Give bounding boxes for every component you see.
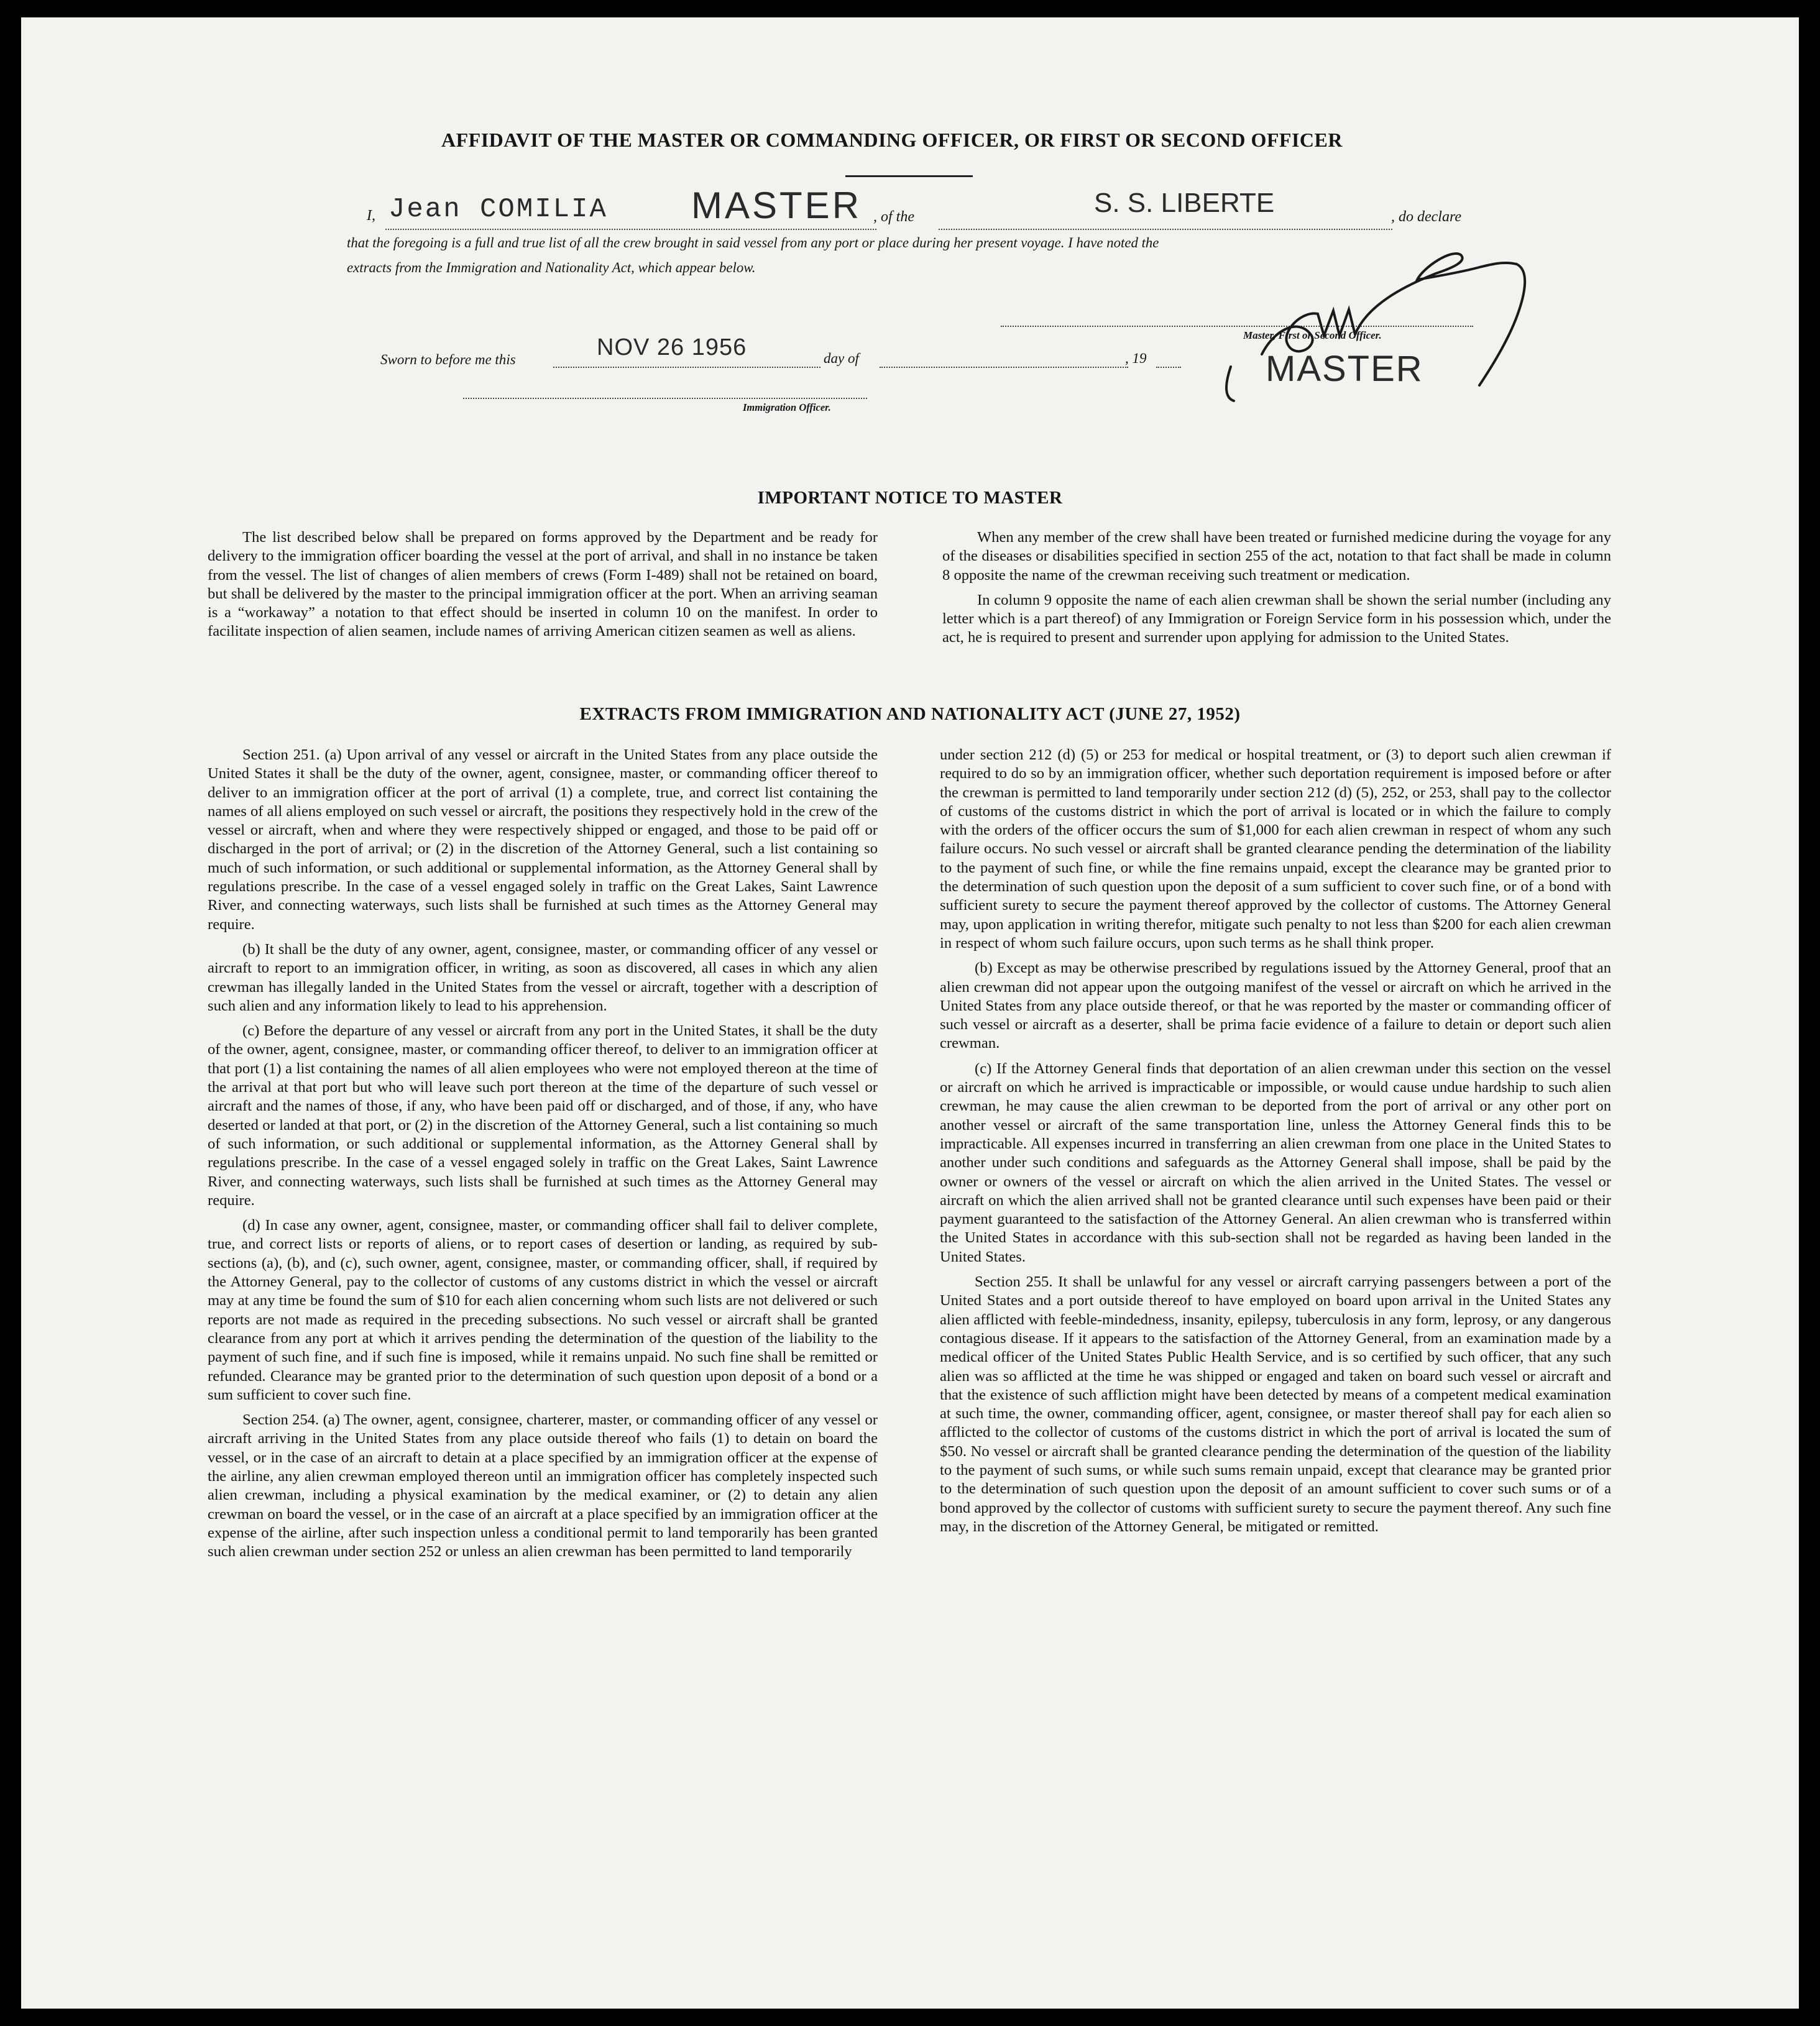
act-paragraph: (b) It shall be the duty of any owner, agent, consignee, master, or commanding officer of any vessel or aircraft to report to an immigration officer, in writing, as soon as discovered, all cases in which any alien crewman has illegally landed in the United States from the vessel or aircraft, together with a description of such alien and any information likely to lead to his apprehension. [208,940,878,1014]
signature-stamp: MASTER [1266,349,1423,389]
declaration-line-2: extracts from the Immigration and Nationality Act, which appear below. [347,260,756,275]
act-paragraph: Section 254. (a) The owner, agent, consignee, charterer, master, or commanding officer of any vessel or aircraft arriving in the United States from any place outside thereof who fails (1) to detain on board the vessel, or in the case of an aircraft to detain at a place specified by an immigration officer at the expense of the airline, any alien crewman employed thereon until an immigration officer has completely inspected such alien crewman, including a physical examination by the medical examiner, or (2) to detain any alien crewman on board the vessel, or in the case of an aircraft at a place specified by an immigration officer at the expense of the airline, after such inspection unless a conditional permit to land temporarily has been granted such alien crewman under section 252 or unless an alien crewman has been permitted to land temporarily [208,1411,878,1561]
notice-paragraph: In column 9 opposite the name of each alien crewman shall be shown the serial number (including any letter which is a part thereof) of any Immigration or Foreign Service form in his possession which, under the act, he is required to present and surrender upon applying for admission to the United States. [942,591,1611,646]
extracts-left-column [208,746,878,1567]
sworn-label: Sworn to before me this [380,352,516,367]
do-declare-label: , do declare [1391,209,1462,225]
act-paragraph: (d) In case any owner, agent, consignee, master, or commanding officer shall fail to deliver complete, true, and correct lists or reports of aliens, or to report cases of desertion or landing, as required by sub-sections (a), (b), and (c), such owner, agent, consignee, master, or commanding officer, shall, if required by the Attorney General, pay to the collector of customs of any customs district in which the vessel or aircraft may at any time be found the sum of $10 for each alien concerning whom such lists are not delivered or such reports are not made as required in the preceding subsections. No such vessel or aircraft shall be granted clearance from any port at which it arrives pending the determination of the question of the liability to the payment of such fine, and if such fine is imposed, while it remains unpaid. No such fine shall be remitted or refunded. Clearance may be granted prior to the determination of such question upon deposit of a bond or a sum sufficient to cover such fine. [208,1217,878,1403]
immigration-officer-line [463,398,867,399]
sworn-date-line [553,367,820,368]
vessel-name: S. S. LIBERTE [1094,188,1275,218]
act-paragraph: (c) If the Attorney General finds that deportation of an alien crewman under this section on the vessel or aircraft on which he arrived is impracticable or impossible, or would cause undue hardship to such alien crewman, he may cause the alien crewman to be deported from the port of arrival or any other port on another vessel or aircraft of the same transportation line, unless the Attorney General finds this to be impracticable. All expenses incurred in transferring an alien crewman from one place in the United States to another under such conditions and safeguards as the Attorney General shall impose, shall be paid by the owner or owners of the vessel or aircraft on which the alien arrived in the United States. The vessel or aircraft on which the alien arrived shall not be granted clearance until such expenses have been paid or their payment guaranteed to the satisfaction of the Attorney General. An alien crewman who is transferred within the United States in accordance with this sub-section shall not be regarded as having been landed in the United States. [940,1060,1611,1265]
officer-rank: MASTER [691,185,862,226]
act-paragraph: (b) Except as may be otherwise prescribed by regulations issued by the Attorney General, proof that an alien crewman did not appear upon the outgoing manifest of the vessel or aircraft on which he arrived in the United States from any place outside thereof, or that he was reported by the master or commanding officer of such vessel or aircraft as a deserter, shall be prima facie evidence of a failure to detain or deport such alien crewman. [940,960,1611,1052]
immigration-officer-caption: Immigration Officer. [743,401,831,413]
vessel-line [939,229,1392,230]
year-prefix: , 19 [1125,351,1147,366]
notice-paragraph: When any member of the crew shall have been treated or furnished medicine during the voyage for any of the diseases or disabilities specified in section 255 of the act, notation to that fact shall be made in column 8 opposite the name of the crewman receiving such treatment or medication. [942,529,1611,584]
notice-title: IMPORTANT NOTICE TO MASTER [757,488,1063,508]
declaration-line-1: that the foregoing is a full and true list of all the crew brought in said vessel from any port or place during her present voyage. I have noted the [347,235,1159,250]
extracts-right-column [940,746,1611,1542]
act-paragraph: Section 255. It shall be unlawful for any vessel or aircraft carrying passengers between a port of the United States and a port outside thereof to have employed on board upon arrival in the United States any alien afflicted with feeble-mindedness, insanity, epilepsy, tuberculosis in any form, leprosy, or any dangerous contagious disease. If it appears to the satisfaction of the Attorney General, from an examination made by a medical officer of the United States Public Health Service, and is so certified by such officer, that any such alien was so afflicted at the time he was shipped or engaged and taken on board such vessel or aircraft and that the existence of such affliction might have been detected by means of a competent medical examination at such time, the owner, commanding officer, agent, consignee, or master thereof shall pay for each alien so afflicted to the collector of customs of the customs district in which the port of arrival is located the sum of $50. No vessel or aircraft shall be granted clearance pending the determination of the question of the liability to the payment of such sums, or while such sums remain unpaid, except that clearance may be granted prior to the determination of such question upon the deposit of an amount sufficient to cover such sums or of a bond approved by the collector of customs with sufficient surety to secure the payment thereof. Any such fine may, in the discretion of the Attorney General, be mitigated or remitted. [940,1273,1612,1535]
month-line [880,367,1128,368]
officer-caption: Master, First or Second Officer. [1243,329,1382,341]
officer-name: Jean COMILIA [388,194,608,225]
of-the-label: , of the [873,209,914,225]
sworn-date: NOV 26 1956 [597,334,747,360]
name-line [385,229,876,230]
notice-left-column [208,528,878,648]
extracts-title: EXTRACTS FROM IMMIGRATION AND NATIONALITY ACT (JUNE 27, 1952) [579,704,1241,724]
title-rule [845,175,973,177]
notice-right-column [942,528,1611,654]
notice-paragraph: The list described below shall be prepared on forms approved by the Department and be ready for delivery to the immigration officer boarding the vessel at the port of arrival, and shall in no instance be taken from the vessel. The list of changes of alien members of crews (Form I-489) shall not be retained on board, but shall be delivered by the master to the principal immigration officer at the port. When an arriving seaman is a “workaway” a notation to that effect should be inserted in column 10 on the manifest. In order to facilitate inspection of alien seamen, include names of arriving American citizen seamen as well as aliens. [208,529,878,640]
act-paragraph: under section 212 (d) (5) or 253 for medical or hospital treatment, or (3) to deport such alien crewman if required to do so by an immigration officer, whether such deportation requirement is imposed before or after the crewman is permitted to land temporarily under section 212 (d) (5), 252, or 253, shall pay to the collector of customs of the customs district in which the port of arrival is located or in which the failure to comply with the orders of the officer occurs the sum of $1,000 for each alien crewman in respect of whom any such failure occurs. No such vessel or aircraft shall be granted clearance pending the determination of the liability to the payment of such fine, or while the fine remains unpaid, except the clearance may be granted prior to the determination of such question upon the deposit of a sum sufficient to cover such fine, or of a bond with sufficient surety to secure the payment thereof approved by the collector of customs. The Attorney General may, upon application in writing therefor, mitigate such penalty to not less than $200 for each alien crewman in respect of whom such failure occurs, upon such terms as he shall think proper. [940,746,1611,951]
year-line [1156,367,1181,368]
act-paragraph: (c) Before the departure of any vessel or aircraft from any port in the United States, it shall be the duty of the owner, agent, consignee, master, or commanding officer thereof, to deliver to an immigration officer at that port (1) a list containing the names of all alien employees who were not employed thereon at the time of the arrival at that port but who will leave such port thereon at the time of the departure of such vessel or aircraft and the names of those, if any, who have been paid off or discharged, and of those, if any, who have deserted or landed at that port, or (2) in the discretion of the Attorney General, such a list containing so much of such information, or such additional or supplemental information, as the Attorney General shall by regulations prescribe. In the case of a vessel engaged solely in traffic on the Great Lakes, Saint Lawrence River, and connecting waterways, such lists shall be furnished at such times as the Attorney General may require. [208,1022,878,1209]
act-paragraph: Section 251. (a) Upon arrival of any vessel or aircraft in the United States from any place outside the United States it shall be the duty of the owner, agent, consignee, master, or commanding officer thereof to deliver to an immigration officer at the port of arrival (1) a complete, true, and correct list containing the names of all aliens employed on such vessel or aircraft, the positions they respectively hold in the crew of the vessel or aircraft, when and where they were respectively shipped or engaged, and those to be paid off or discharged in the port of arrival; or (2) in the discretion of the Attorney General, such a list containing so much of such information, or such additional or supplemental information, as the Attorney General shall by regulations prescribe. In the case of a vessel engaged solely in traffic on the Great Lakes, Saint Lawrence River, and connecting waterways, such lists shall be furnished at such times as the Attorney General may require. [208,746,878,933]
affidavit-title: AFFIDAVIT OF THE MASTER OR COMMANDING OFFICER, OR FIRST OR SECOND OFFICER [441,129,1343,151]
day-of-label: day of [824,351,859,366]
i-prefix: I, [367,208,375,224]
